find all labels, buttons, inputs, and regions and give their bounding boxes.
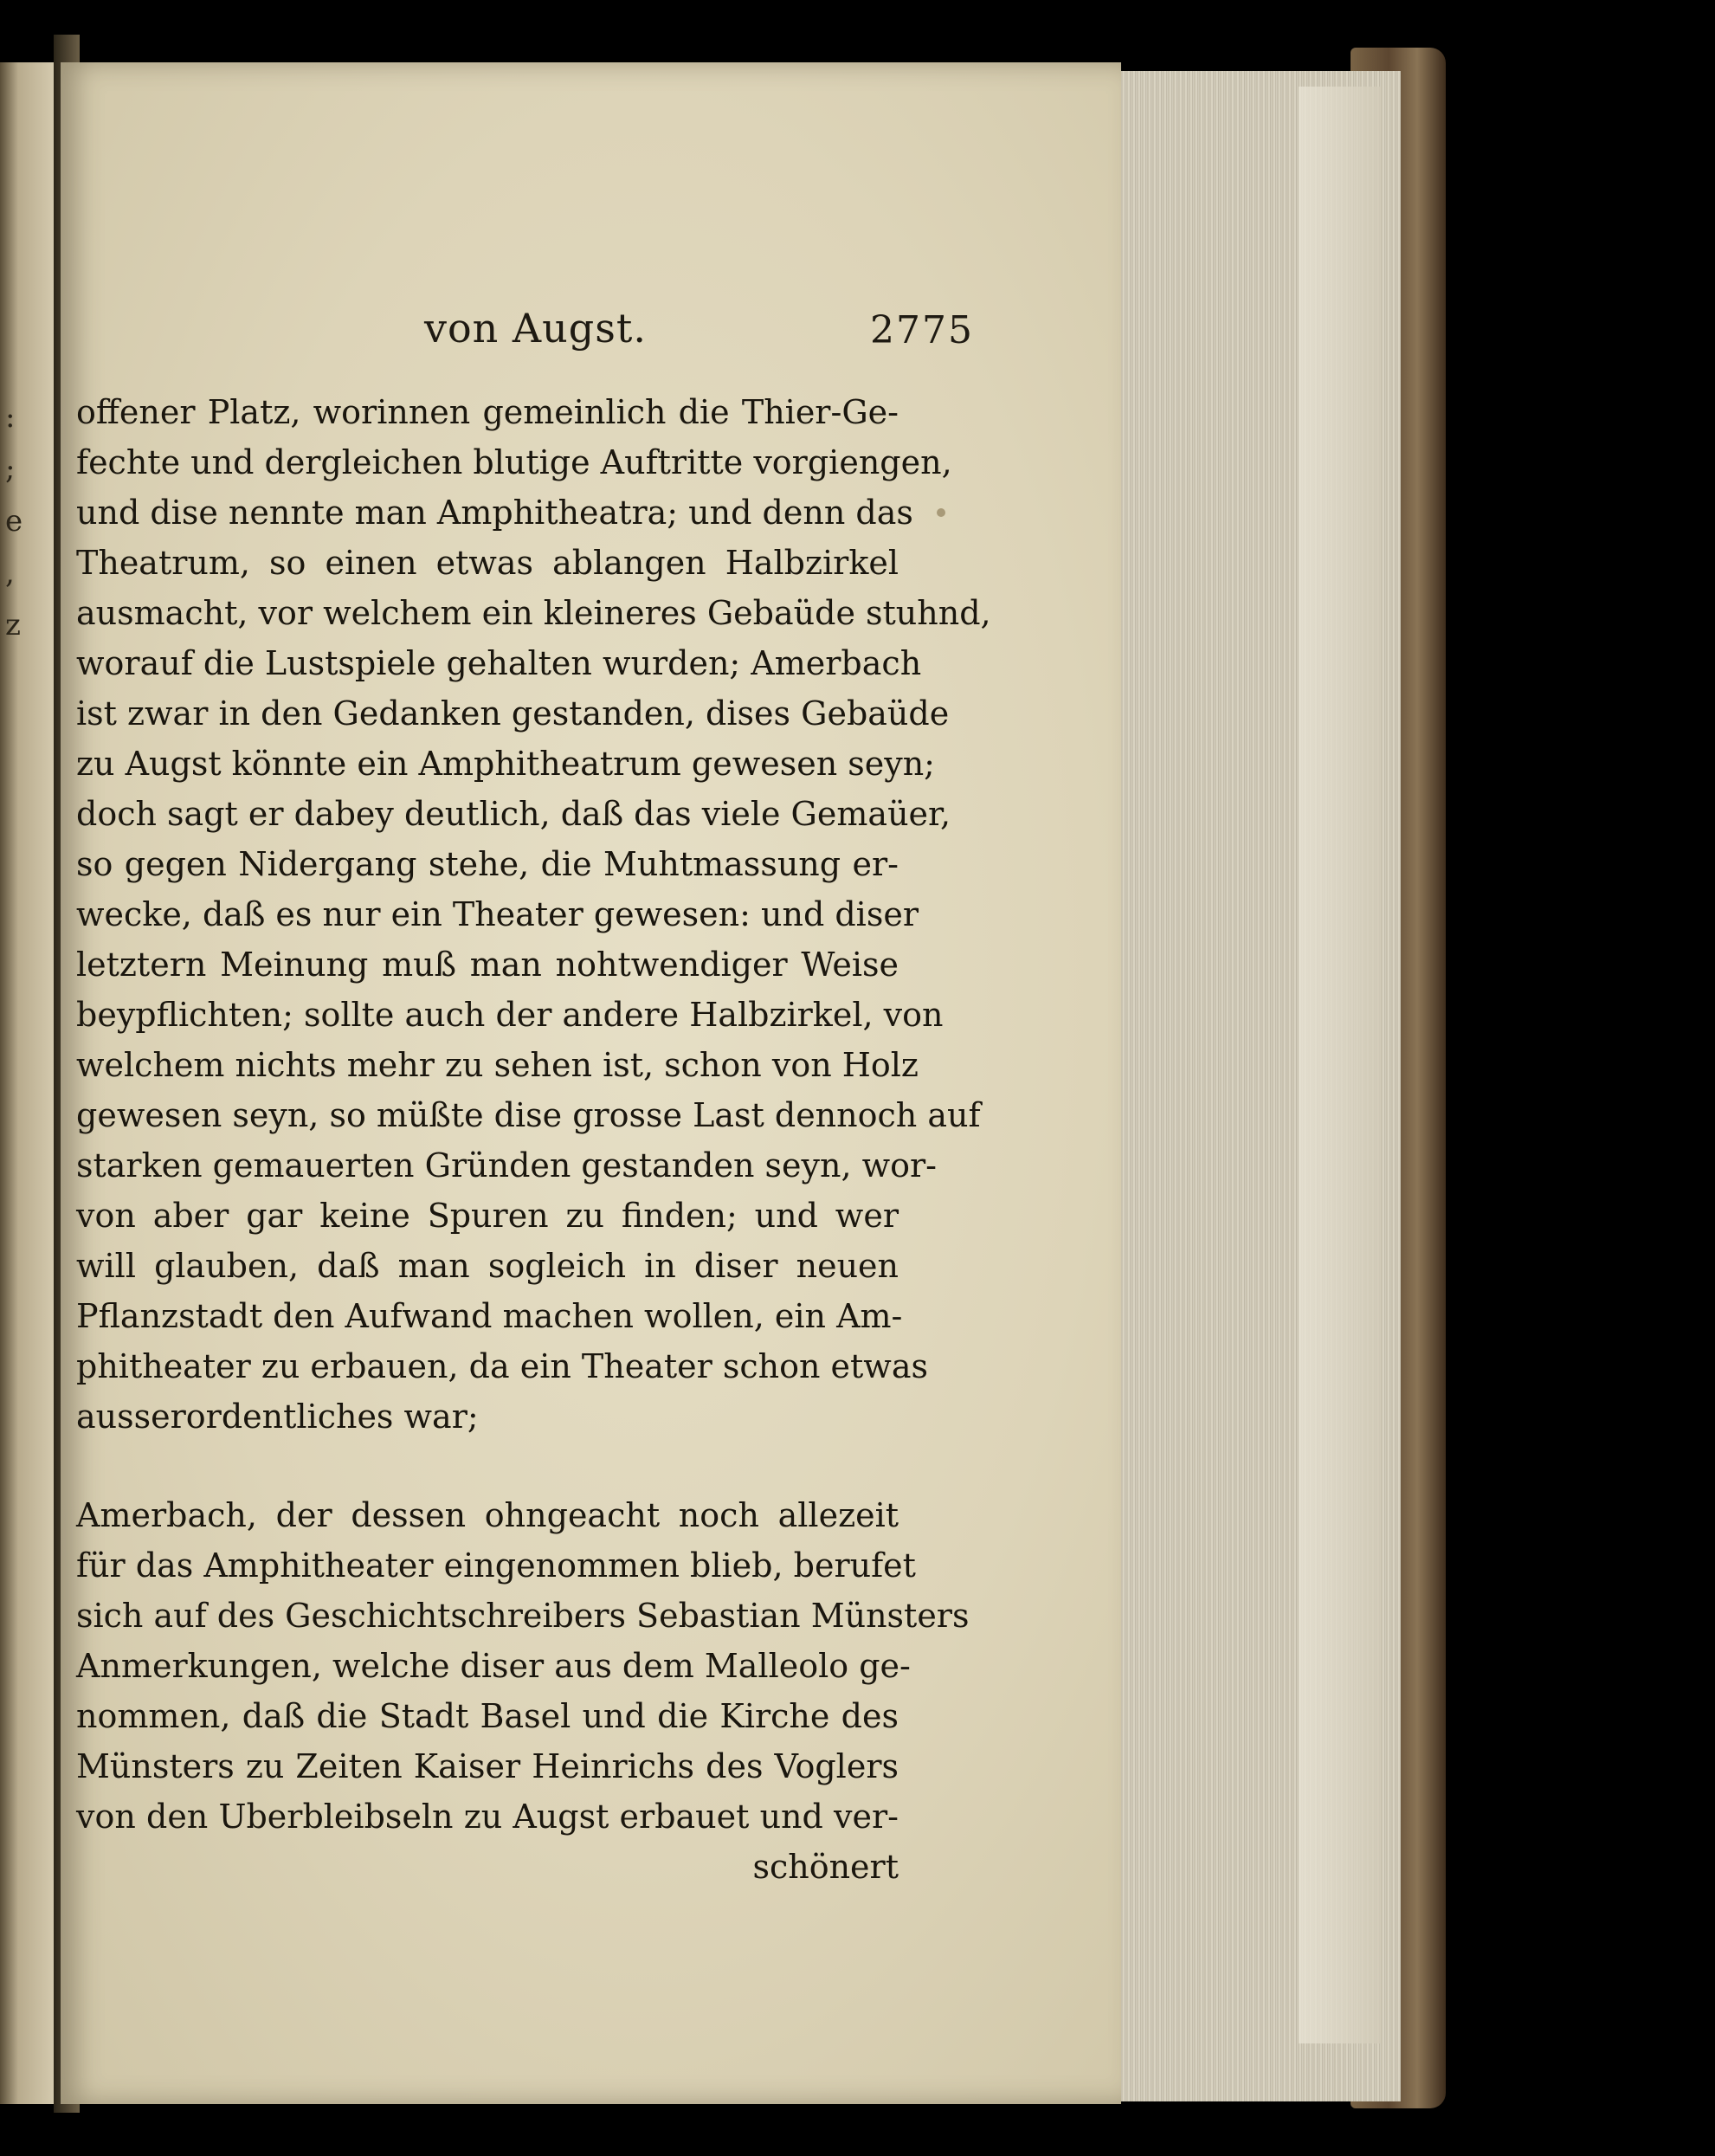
text-line: ausmacht, vor welchem ein kleineres Gebaüde stuhnd, (76, 594, 991, 632)
text-line: von aber gar keine Spuren zu finden; und wer (76, 1197, 899, 1235)
paragraph-gap (76, 1442, 899, 1490)
text-line: starken gemauerten Gründen gestanden seyn, wor- (76, 1146, 938, 1185)
text-line: letztern Meinung muß man nohtwendiger Weise (76, 946, 899, 984)
text-line: worauf die Lustspiele gehalten wurden; Amerbach (76, 644, 922, 682)
facing-page-mark: z (5, 608, 21, 642)
text-line: so gegen Nidergang stehe, die Muhtmassung er- (76, 845, 899, 883)
facing-page-edge (0, 62, 61, 2104)
paragraph-1 (76, 387, 991, 1442)
body-text (76, 387, 991, 1892)
text-line: Theatrum, so einen etwas ablangen Halbzirkel (76, 544, 899, 582)
text-line: beypflichten; sollte auch der andere Halbzirkel, von (76, 996, 944, 1034)
facing-page-mark: : (5, 400, 16, 435)
text-line: ausserordentliches war; (76, 1398, 479, 1436)
facing-page-mark: e (5, 504, 23, 539)
text-line: und dise nennte man Amphitheatra; und denn das (76, 494, 913, 532)
text-line: gewesen seyn, so müßte dise grosse Last dennoch auf (76, 1096, 981, 1134)
text-line: offener Platz, worinnen gemeinlich die Thier-Ge- (76, 393, 899, 431)
catchword: schönert (752, 1848, 899, 1886)
text-line: wecke, daß es nur ein Theater gewesen: und diser (76, 895, 919, 933)
paper-speck (937, 508, 945, 517)
facing-page-mark: , (5, 556, 15, 591)
text-line: doch sagt er dabey deutlich, daß das viele Gemaüer, (76, 795, 951, 833)
text-line: zu Augst könnte ein Amphitheatrum gewesen seyn; (76, 745, 935, 783)
facing-page-mark: ; (5, 452, 16, 487)
text-line: ist zwar in den Gedanken gestanden, dises Gebaüde (76, 694, 950, 733)
page-number: 2775 (870, 308, 974, 352)
paragraph-2 (76, 1490, 970, 1842)
text-line: will glauben, daß man sogleich in diser neuen (76, 1247, 899, 1285)
text-line: für das Amphitheater eingenommen blieb, berufet (76, 1546, 916, 1585)
text-line: von den Uberbleibseln zu Augst erbauet und ver- (76, 1798, 899, 1836)
text-line: welchem nichts mehr zu sehen ist, schon von Holz (76, 1046, 919, 1084)
page-edges-highlight (1299, 87, 1381, 2043)
text-line: Pflanzstadt den Aufwand machen wollen, ein Am- (76, 1297, 903, 1335)
text-line: sich auf des Geschichtschreibers Sebastian Münsters (76, 1597, 970, 1635)
facing-page-marks (5, 391, 23, 651)
text-line: Münsters zu Zeiten Kaiser Heinrichs des Voglers (76, 1747, 899, 1785)
text-line: phitheater zu erbauen, da ein Theater schon etwas (76, 1347, 928, 1385)
running-title: von Augst. (424, 305, 647, 352)
text-line: Anmerkungen, welche diser aus dem Malleolo ge- (76, 1647, 911, 1685)
text-line: nommen, daß die Stadt Basel und die Kirche des (76, 1697, 899, 1735)
text-line: Amerbach, der dessen ohngeacht noch allezeit (76, 1496, 899, 1534)
book-page (61, 62, 1121, 2104)
text-line: fechte und dergleichen blutige Auftritte vorgiengen, (76, 443, 952, 481)
